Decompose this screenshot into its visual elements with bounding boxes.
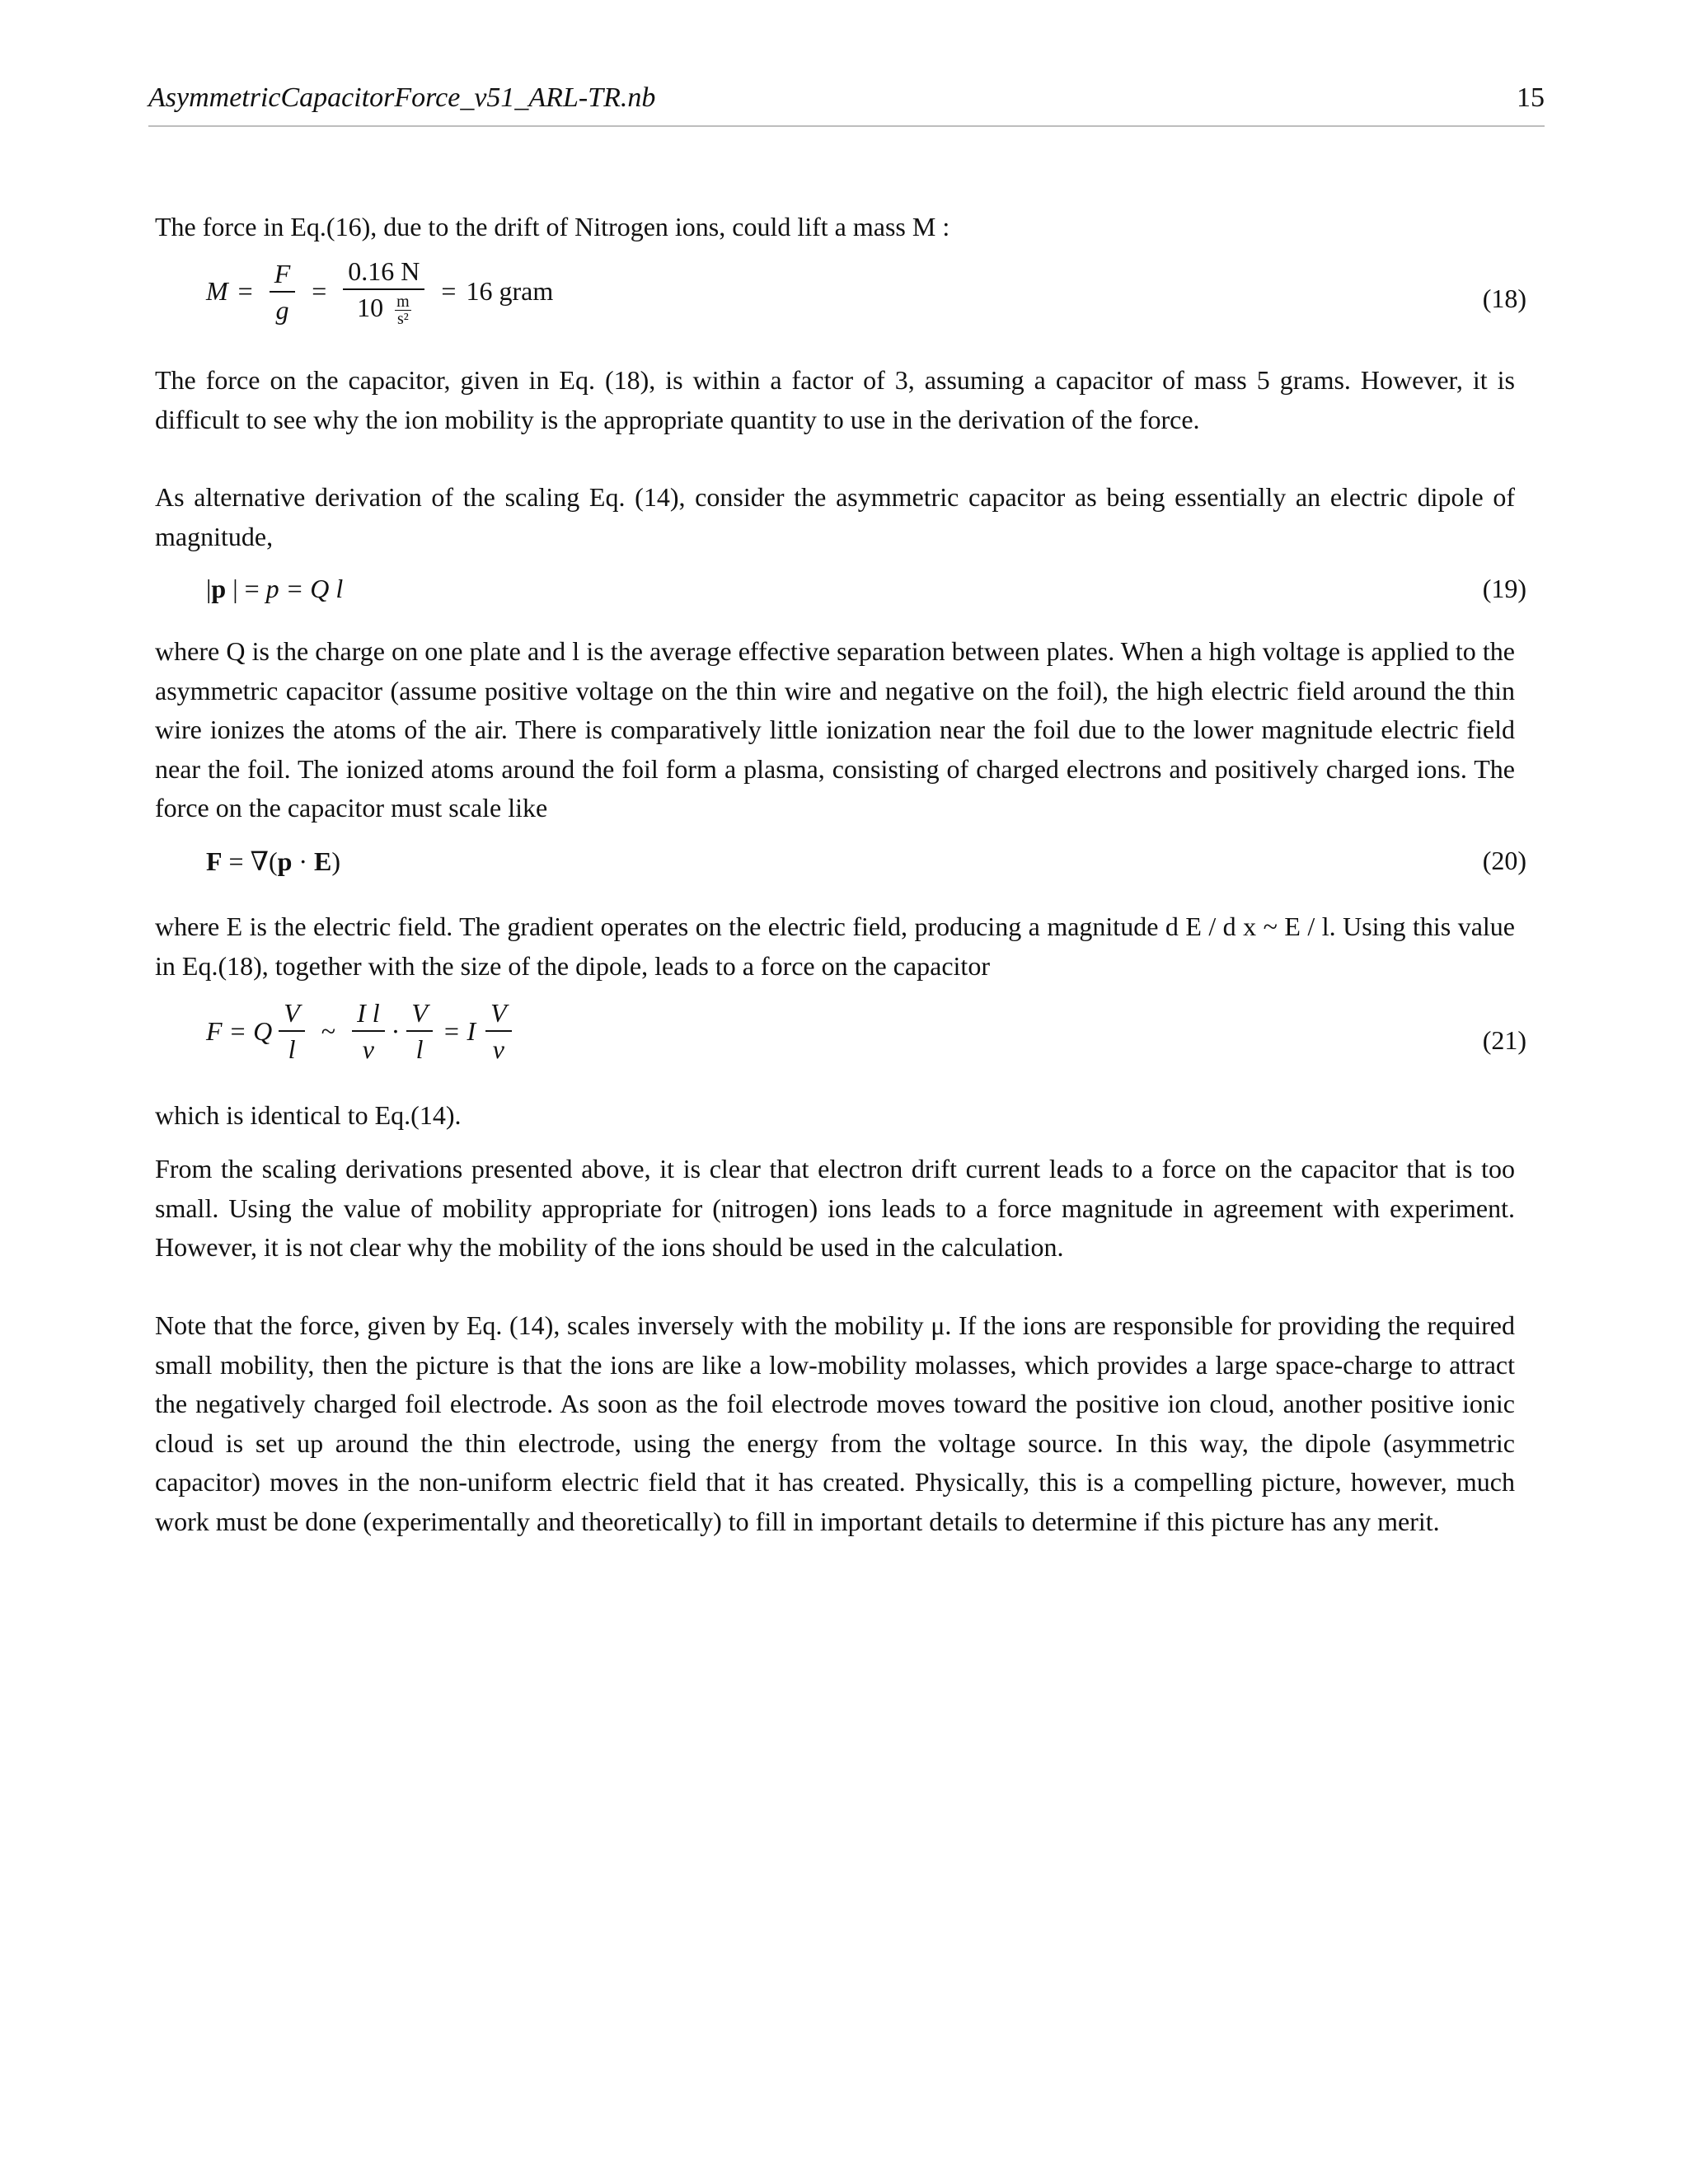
eq20-number: (20) <box>1482 846 1526 875</box>
eq21-cdot: · <box>391 1015 401 1046</box>
eq21-fraction-il-over-v <box>352 997 385 1065</box>
eq18-result: 16 gram <box>466 276 554 307</box>
eq20-bold-F: F <box>206 846 223 876</box>
eq21-fraction-v-over-l <box>279 997 305 1065</box>
paragraph-intro: The force in Eq.(16), due to the drift of Nitrogen ions, could lift a mass M : <box>155 212 950 241</box>
eq20-dot: · <box>292 846 315 876</box>
eq21-frac3-numerator: V <box>406 997 433 1032</box>
eq18-fraction-force-over-g <box>343 255 424 327</box>
eq21-number: (21) <box>1482 1025 1526 1055</box>
eq18-equals-3: = <box>441 276 457 307</box>
equation-21 <box>206 997 1526 1071</box>
eq21-lhs: F = Q <box>206 1015 273 1046</box>
eq21-frac2-denominator: v <box>362 1034 374 1064</box>
eq18-unit-denominator: s² <box>396 310 409 329</box>
eq21-frac2-numerator: I l <box>352 997 385 1032</box>
eq21-frac4-numerator: V <box>485 997 512 1032</box>
eq21-frac1-numerator: V <box>279 997 305 1032</box>
eq20-close-paren: ) <box>331 846 341 876</box>
eq18-fraction-f-over-g <box>270 258 296 326</box>
eq18-number: (18) <box>1482 284 1526 313</box>
eq18-lhs: M <box>206 276 228 307</box>
eq18-frac1-numerator: F <box>270 258 296 293</box>
paragraph-mobility-note: Note that the force, given by Eq. (14), scales inversely with the mobility μ. If the ions are responsible for providing the required small mobility, then the picture is that the ions are like a low-mobility molasses, which provides a large space-charge to attract the negatively charged foil electrode. As soon as the foil electrode moves toward the positive ion cloud, another positive ionic cloud is set up around the thin electrode, using the energy from the voltage source. In this way, the dipole (asymmetric capacitor) moves in the non-uniform electric field that it has created. Physically, this is a compelling picture, however, much work must be done (experimentally and theoretically) to fill in important details to determine if this picture has any merit. <box>155 1310 1515 1536</box>
page-header <box>148 79 1545 127</box>
paragraph-dipole-description: where Q is the charge on one plate and l is the average effective separation between plates. When a high voltage is applied to the asymmetric capacitor (assume positive voltage on the thin wire and negative on the foil), the high electric field around the thin wire ionizes the atoms of the air. There is comparatively little ionization near the foil due to the lower magnitude electric field near the foil. The ionized atoms around the foil form a plasma, consisting of charged electrons and positively charged ions. The force on the capacitor must scale like <box>155 636 1515 823</box>
paragraph-scaling-conclusion: From the scaling derivations presented above, it is clear that electron drift current leads to a force on the capacitor that is too small. Using the value of mobility appropriate for (nitrogen) ions leads to a force magnitude in agreement with experiment. However, it is not clear why the mobility of the ions should be used in the calculation. <box>155 1154 1515 1262</box>
paragraph-alternative-derivation: As alternative derivation of the scaling Eq. (14), consider the asymmetric capacitor as being essentially an electric dipole of magnitude, <box>155 482 1515 551</box>
eq18-unit-fraction <box>395 293 411 327</box>
eq19-bar-open: | <box>206 574 212 603</box>
eq21-frac3-denominator: l <box>415 1034 424 1064</box>
document-filename: AsymmetricCapacitorForce_v51_ARL-TR.nb <box>148 82 656 113</box>
paragraph-identical: which is identical to Eq.(14). <box>155 1100 462 1130</box>
eq21-fraction-v-over-l-2 <box>406 997 433 1065</box>
eq18-equals-2: = <box>312 276 327 307</box>
eq18-equals-1: = <box>237 276 253 307</box>
eq19-bar-close: | = <box>226 574 266 603</box>
paragraph-force-factor: The force on the capacitor, given in Eq. (18), is within a factor of 3, assuming a capacitor of mass 5 grams. However, it is difficult to see why the ion mobility is the appropriate quantity to use in the derivation of the force. <box>155 365 1515 434</box>
equation-20 <box>206 842 1526 883</box>
eq21-fraction-v-over-v <box>485 997 512 1065</box>
eq20-bold-p: p <box>277 846 293 876</box>
eq18-frac2-denominator <box>352 290 416 327</box>
eq20-bold-E: E <box>314 846 332 876</box>
eq19-rhs: p = Q l <box>265 574 344 603</box>
eq19-bold-p: p <box>211 574 227 603</box>
equation-19 <box>206 570 1526 612</box>
eq18-frac2-den-value: 10 <box>357 293 384 322</box>
eq18-frac1-denominator: g <box>275 294 289 325</box>
eq21-sim: ~ <box>321 1015 336 1046</box>
equation-18 <box>206 255 1526 330</box>
page-number: 15 <box>1517 82 1545 113</box>
eq20-gradient: = ∇( <box>222 846 278 876</box>
eq21-frac1-denominator: l <box>288 1034 296 1064</box>
eq21-frac4-denominator: v <box>492 1034 504 1064</box>
eq18-frac2-numerator: 0.16 N <box>343 255 424 290</box>
eq19-number: (19) <box>1482 574 1526 603</box>
paragraph-gradient: where E is the electric field. The gradient operates on the electric field, producing a magnitude d E / d x ~ E / l. Using this value in Eq.(18), together with the size of the dipole, leads to a force on the capacitor <box>155 912 1515 981</box>
eq21-equals-I: = I <box>442 1015 476 1046</box>
eq18-unit-numerator: m <box>396 293 410 312</box>
